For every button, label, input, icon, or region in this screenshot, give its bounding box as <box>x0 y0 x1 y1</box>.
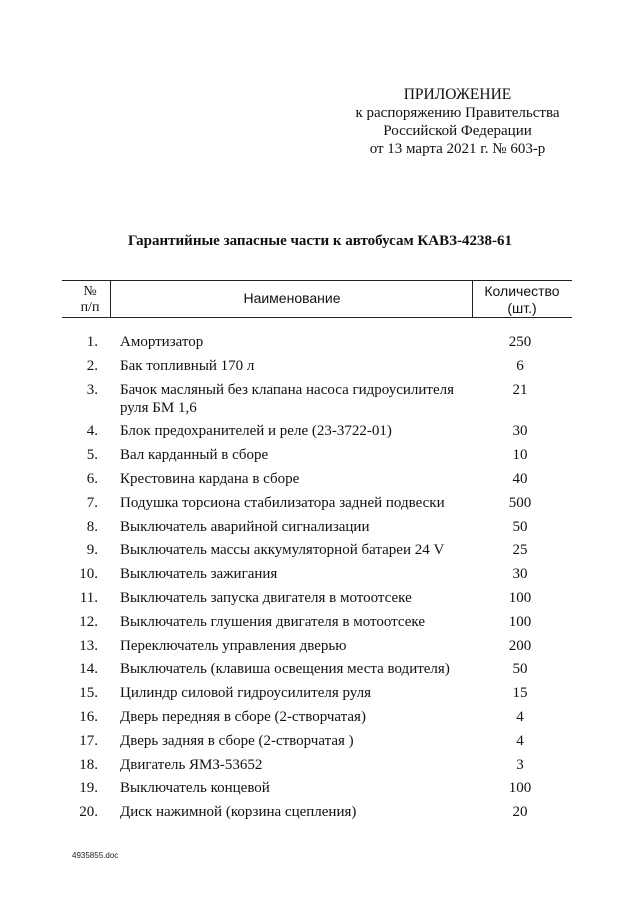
table-row <box>62 637 572 655</box>
row-quantity: 40 <box>512 470 528 487</box>
row-number: 13. <box>79 637 98 654</box>
header-divider-1 <box>110 280 111 318</box>
row-number: 4. <box>86 423 98 440</box>
table-row <box>62 779 572 797</box>
row-number: 2. <box>86 357 98 374</box>
header-number-line-1: № <box>83 284 97 299</box>
table-header <box>62 280 572 318</box>
row-number: 5. <box>86 447 98 464</box>
row-number: 7. <box>86 494 98 511</box>
table-row <box>62 756 572 774</box>
row-name: Подушка торсиона стабилизатора задней подвески <box>120 494 445 511</box>
appendix-line-1: к распоряжению Правительства <box>355 105 560 121</box>
table-row <box>62 732 572 750</box>
row-name: Выключатель аварийной сигнализации <box>120 518 370 535</box>
row-number: 14. <box>79 661 98 678</box>
row-name: Выключатель массы аккумуляторной батареи 24 V <box>120 542 445 559</box>
row-quantity: 100 <box>508 780 532 797</box>
table-row <box>62 381 572 417</box>
document-filename: 4935855.doc <box>72 851 119 860</box>
row-quantity: 6 <box>516 357 524 374</box>
header-number-line-2: п/п <box>80 300 100 315</box>
row-name: Дверь задняя в сборе (2-створчатая ) <box>120 732 354 749</box>
table-row <box>62 660 572 678</box>
table-row <box>62 446 572 464</box>
table-row <box>62 803 572 821</box>
row-name: Двигатель ЯМЗ-53652 <box>120 756 263 773</box>
appendix-block <box>340 86 575 158</box>
table-row <box>62 684 572 702</box>
row-quantity: 3 <box>516 756 524 773</box>
table-row <box>62 518 572 536</box>
header-quantity-line-1: Количество <box>484 283 560 299</box>
header-name: Наименование <box>243 290 341 306</box>
row-name: Выключатель концевой <box>120 780 270 797</box>
row-quantity: 15 <box>512 685 528 702</box>
row-number: 10. <box>79 566 98 583</box>
row-name: Вал карданный в сборе <box>120 447 269 464</box>
row-quantity: 25 <box>512 542 528 559</box>
table-row <box>62 357 572 375</box>
row-number: 17. <box>79 732 98 749</box>
row-quantity: 200 <box>508 637 532 654</box>
row-quantity: 50 <box>512 661 528 678</box>
appendix-line-3: от 13 марта 2021 г. № 603-р <box>369 141 546 157</box>
row-quantity: 21 <box>512 381 528 398</box>
row-name: Выключатель глушения двигателя в мотоотсеке <box>120 613 425 630</box>
row-number: 3. <box>86 381 98 398</box>
row-name: Амортизатор <box>120 334 204 350</box>
row-number: 11. <box>79 589 98 606</box>
row-name: Дверь передняя в сборе (2-створчатая) <box>120 708 366 725</box>
row-number: 8. <box>86 518 98 535</box>
row-number: 19. <box>79 780 98 797</box>
row-quantity: 250 <box>508 334 532 350</box>
table-row <box>62 470 572 488</box>
row-quantity: 100 <box>508 589 532 606</box>
row-quantity: 100 <box>508 613 532 630</box>
row-name: Выключатель запуска двигателя в мотоотсеке <box>120 589 412 606</box>
row-quantity: 30 <box>512 566 528 583</box>
row-number: 12. <box>79 613 98 630</box>
table-row <box>62 541 572 559</box>
row-name: Цилиндр силовой гидроусилителя руля <box>120 685 372 702</box>
header-top-rule <box>62 280 572 281</box>
row-number: 9. <box>86 542 98 559</box>
table-row <box>62 589 572 607</box>
row-quantity: 30 <box>512 423 528 440</box>
row-name: Бачок масляный без клапана насоса гидроусилителя руля БМ 1,6 <box>120 381 455 416</box>
header-quantity <box>472 283 572 317</box>
row-number: 1. <box>86 334 98 350</box>
table-row <box>62 613 572 631</box>
table-row <box>62 494 572 512</box>
row-quantity: 500 <box>508 494 532 511</box>
row-name: Выключатель (клавиша освещения места водителя) <box>120 661 450 678</box>
row-quantity: 10 <box>512 447 528 464</box>
row-quantity: 4 <box>516 708 524 725</box>
table-body <box>62 333 572 827</box>
row-quantity: 50 <box>512 518 528 535</box>
table-row <box>62 333 572 351</box>
row-number: 18. <box>79 756 98 773</box>
row-number: 6. <box>86 470 98 487</box>
row-name: Блок предохранителей и реле (23-3722-01) <box>120 423 392 440</box>
table-row <box>62 565 572 583</box>
row-name: Переключатель управления дверью <box>120 637 347 654</box>
table-row <box>62 422 572 440</box>
row-name: Бак топливный 170 л <box>120 357 255 374</box>
row-name: Крестовина кардана в сборе <box>120 470 300 487</box>
row-number: 16. <box>79 708 98 725</box>
row-name: Диск нажимной (корзина сцепления) <box>120 804 357 821</box>
row-name: Выключатель зажигания <box>120 566 278 583</box>
row-quantity: 4 <box>516 732 524 749</box>
row-number: 20. <box>79 804 98 821</box>
header-number <box>70 284 110 316</box>
row-quantity: 20 <box>512 804 528 821</box>
appendix-heading: ПРИЛОЖЕНИЕ <box>403 86 512 103</box>
header-quantity-line-2: (шт.) <box>507 300 537 316</box>
document-title: Гарантийные запасные части к автобусам КАВЗ-4238-61 <box>127 233 513 249</box>
header-bottom-rule <box>62 317 572 318</box>
appendix-line-2: Российской Федерации <box>383 123 532 139</box>
table-row <box>62 708 572 726</box>
row-number: 15. <box>79 685 98 702</box>
